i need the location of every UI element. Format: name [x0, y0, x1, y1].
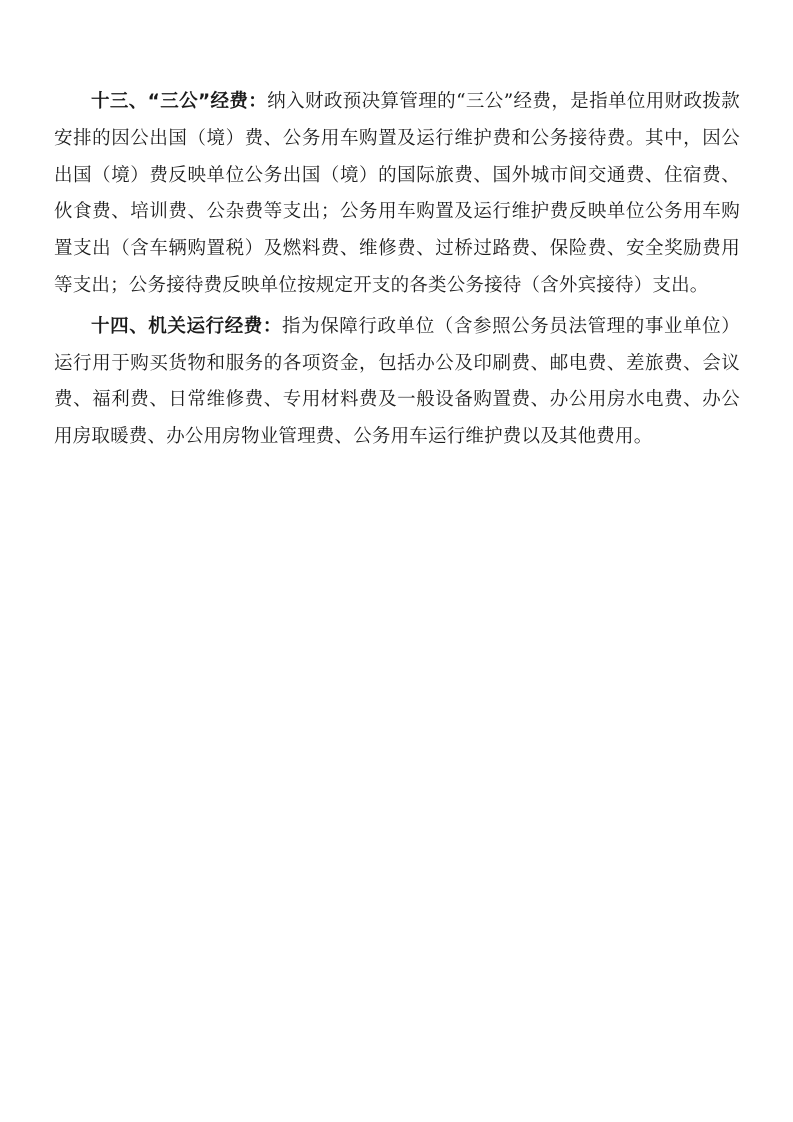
paragraph-14-text: 指为保障行政单位（含参照公务员法管理的事业单位）运行用于购买货物和服务的各项资金，包括办公及印刷费、邮电费、差旅费、会议费、福利费、日常维修费、专用材料费及一般设备购置费、办公用房水电费、办公用房取暖费、办公用房物业管理费、公务用车运行维护费以及其他费用。: [54, 315, 740, 448]
paragraph-13-text: 纳入财政预决算管理的“三公”经费，是指单位用财政拨款安排的因公出国（境）费、公务用车购置及运行维护费和公务接待费。其中，因公出国（境）费反映单位公务出国（境）的国际旅费、国外城市间交通费、住宿费、伙食费、培训费、公杂费等支出；公务用车购置及运行维护费反映单位公务用车购置支出（含车辆购置税）及燃料费、维修费、过桥过路费、保险费、安全奖励费用等支出；公务接待费反映单位按规定开支的各类公务接待（含外宾接待）支出。: [54, 91, 740, 296]
paragraph-13-term: 十三、“三公”经费：: [91, 91, 268, 112]
document-page: [54, 84, 740, 460]
paragraph-14-term: 十四、机关运行经费：: [91, 315, 282, 337]
paragraph-14: [54, 309, 740, 456]
paragraph-13: [54, 84, 740, 305]
